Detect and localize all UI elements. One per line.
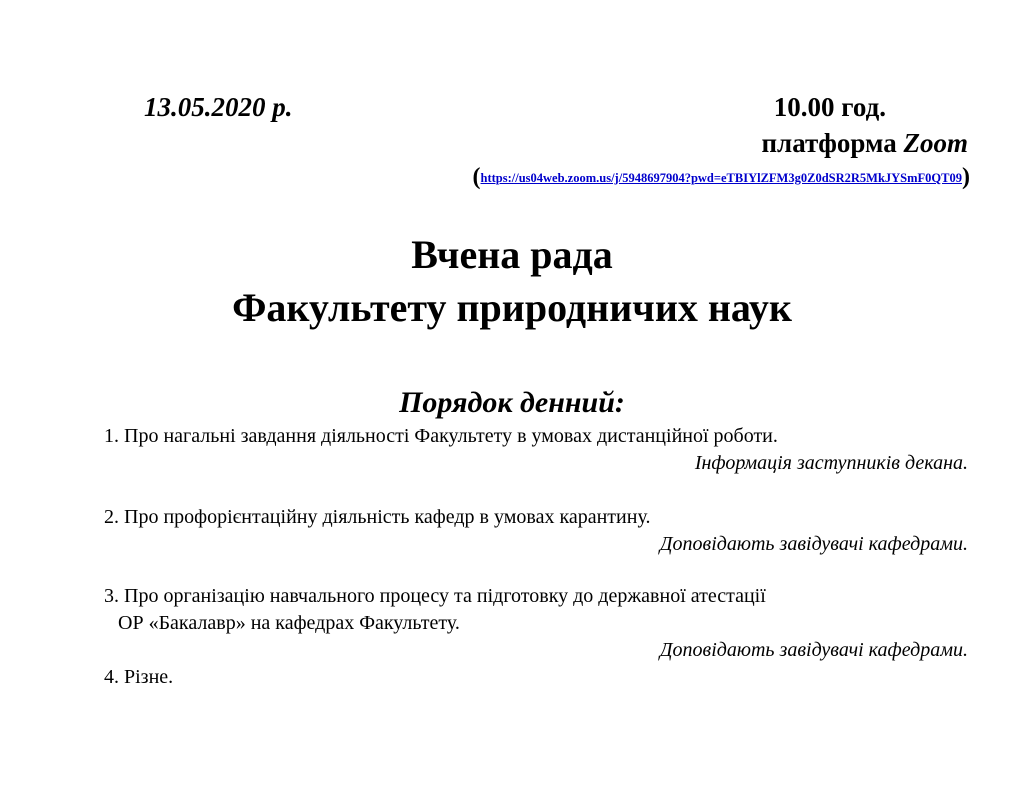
agenda-item-3: 3. Про організацію навчального процесу та підготовку до державної атестації — [104, 585, 766, 607]
agenda-item-2: 2. Про профорієнтаційну діяльність кафедр в умовах карантину. — [104, 506, 651, 528]
link-open-paren: ( — [472, 164, 481, 190]
agenda-item-1: 1. Про нагальні завдання діяльності Факультету в умовах дистанційної роботи. — [104, 425, 778, 447]
link-close-paren: ) — [962, 164, 970, 190]
council-title: Вчена рада — [411, 232, 613, 277]
platform-prefix: платформа — [761, 128, 904, 158]
faculty-title: Факультету природничих наук — [232, 285, 792, 330]
meeting-platform — [761, 128, 968, 159]
meeting-date: 13.05.2020 р. — [144, 92, 293, 122]
agenda-item-3-continuation: ОР «Бакалавр» на кафедрах Факультету. — [118, 612, 460, 634]
zoom-link-line — [473, 164, 970, 191]
platform-name: Zoom — [903, 128, 968, 158]
agenda-item-4: 4. Різне. — [104, 666, 174, 688]
meeting-time: 10.00 год. — [773, 92, 886, 122]
agenda-item-1-speaker: Інформація заступників декана. — [694, 452, 968, 474]
agenda-heading: Порядок денний: — [399, 386, 625, 419]
agenda-item-3-speaker: Доповідають завідувачі кафедрами. — [659, 639, 968, 661]
agenda-item-2-speaker: Доповідають завідувачі кафедрами. — [659, 533, 968, 555]
zoom-meeting-link[interactable]: https://us04web.zoom.us/j/5948697904?pwd=eTBIYlZFM3g0Z0dSR2R5MkJYSmF0QT09 — [480, 171, 962, 185]
